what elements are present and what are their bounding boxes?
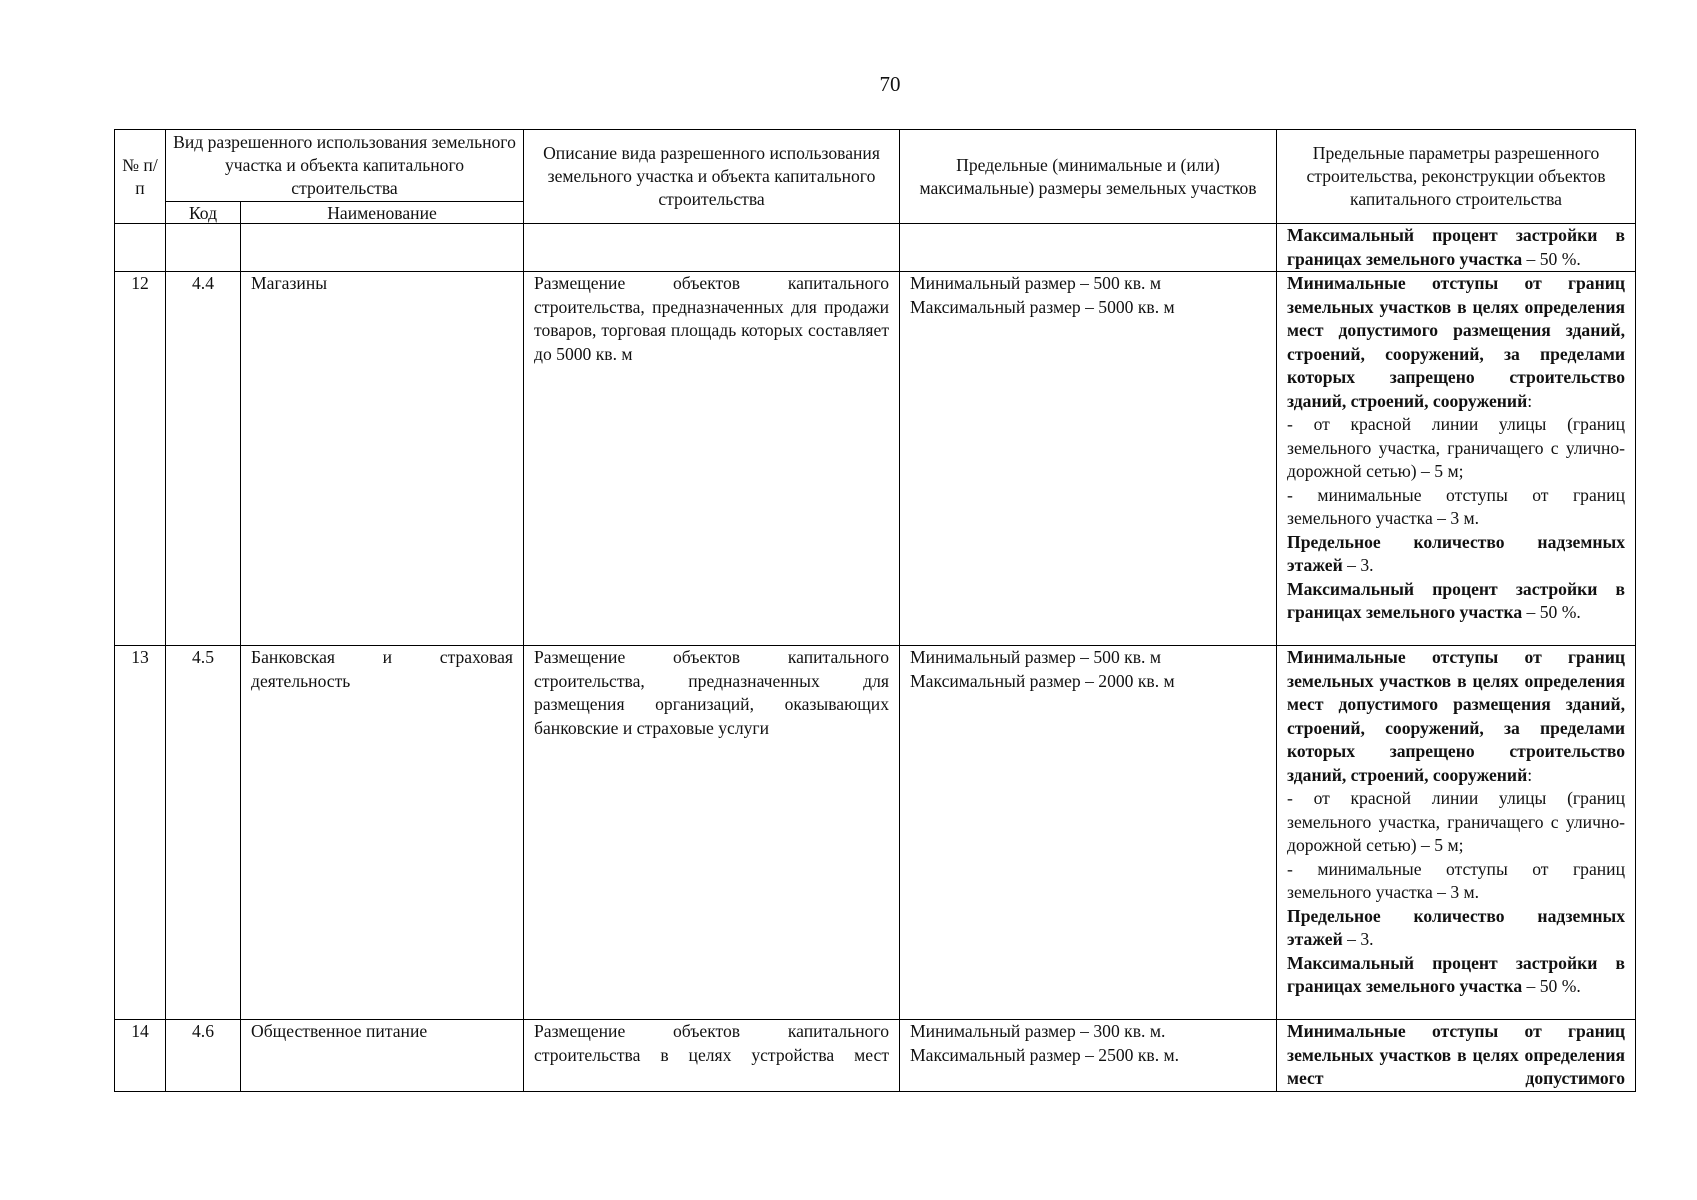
cell-name [241, 224, 524, 272]
param-label: Максимальный процент застройки в границах земельного участка [1287, 225, 1626, 269]
cell-sizes [900, 272, 1277, 646]
param-label: Минимальные отступы от границ земельных участков в целях определения мест допустимого [1287, 1021, 1626, 1088]
min-size: Минимальный размер – 500 кв. м [910, 647, 1161, 667]
max-size: Максимальный размер – 2000 кв. м [910, 670, 1175, 691]
table-row [115, 1020, 1636, 1092]
cell-sizes [900, 224, 1277, 272]
max-size: Максимальный размер – 5000 кв. м [910, 296, 1175, 317]
param-value: – 50 %. [1522, 602, 1581, 622]
param-label: Максимальный процент застройки в границах земельного участка [1287, 578, 1626, 622]
param-max-coverage [1287, 578, 1625, 625]
max-size: Максимальный размер – 2500 кв. м. [910, 1044, 1180, 1065]
cell-sizes [900, 1020, 1277, 1092]
header-row [115, 130, 1636, 202]
param-setbacks [1287, 1020, 1625, 1091]
min-size: Минимальный размер – 300 кв. м. [910, 1021, 1166, 1041]
cell-name: Общественное питание [241, 1020, 524, 1092]
param-label: Максимальный процент застройки в границах земельного участка [1287, 952, 1626, 996]
param-setbacks [1287, 646, 1625, 787]
param-max-coverage [1287, 224, 1625, 271]
param-boundary: - минимальные отступы от границ земельного участка – 3 м. [1287, 484, 1626, 528]
param-max-coverage [1287, 952, 1625, 999]
param-boundary: - минимальные отступы от границ земельного участка – 3 м. [1287, 858, 1626, 902]
param-floors [1287, 905, 1625, 952]
header-description: Описание вида разрешенного использования земельного участка и объекта капитального строительства [524, 130, 900, 224]
param-setbacks [1287, 272, 1625, 413]
table-row-continuation [115, 224, 1636, 272]
header-use-group: Вид разрешенного использования земельного участка и объекта капитального строительства [166, 130, 524, 202]
header-code: Код [166, 202, 241, 224]
param-value: – 3. [1342, 929, 1374, 949]
param-value: – 50 %. [1522, 976, 1581, 996]
table-row [115, 272, 1636, 646]
cell-params [1277, 1020, 1636, 1092]
cell-name: Банковская и страховая деятельность [241, 646, 524, 1020]
param-label: Минимальные отступы от границ земельных участков в целях определения мест допустимого размещения зданий, строений, сооружений, за пределами которых запрещено строительство зданий, строений, сооружений [1287, 647, 1626, 785]
cell-code: 4.6 [166, 1020, 241, 1092]
cell-params [1277, 272, 1636, 646]
param-value: – 3. [1342, 555, 1374, 575]
cell-sizes [900, 646, 1277, 1020]
header-params: Предельные параметры разрешенного строительства, реконструкции объектов капитального строительства [1277, 130, 1636, 224]
param-value: : [1527, 764, 1533, 785]
cell-description: Размещение объектов капитального строительства, предназначенных для продажи товаров, торговая площадь которых составляет до 5000 кв. м [524, 272, 900, 646]
param-red-line: - от красной линии улицы (границ земельного участка, граничащего с улично-дорожной сетью) – 5 м; [1287, 414, 1626, 481]
cell-code: 4.4 [166, 272, 241, 646]
cell-num [115, 224, 166, 272]
param-label: Минимальные отступы от границ земельных участков в целях определения мест допустимого размещения зданий, строений, сооружений, за пределами которых запрещено строительство зданий, строений, сооружений [1287, 273, 1626, 411]
min-size: Минимальный размер – 500 кв. м [910, 273, 1161, 293]
param-value: : [1527, 390, 1533, 411]
cell-code [166, 224, 241, 272]
cell-params [1277, 646, 1636, 1020]
land-use-regulations-table [114, 129, 1636, 1092]
cell-params [1277, 224, 1636, 272]
cell-num: 13 [115, 646, 166, 1020]
cell-description: Размещение объектов капитального строительства в целях устройства мест [524, 1020, 900, 1092]
param-floors [1287, 531, 1625, 578]
cell-code: 4.5 [166, 646, 241, 1020]
cell-num: 14 [115, 1020, 166, 1092]
header-name: Наименование [241, 202, 524, 224]
param-label: Предельное количество надземных этажей [1287, 531, 1626, 575]
param-value: – 50 %. [1522, 248, 1581, 269]
param-label: Предельное количество надземных этажей [1287, 905, 1626, 949]
cell-description: Размещение объектов капитального строительства, предназначенных для размещения организаций, оказывающих банковские и страховые услуги [524, 646, 900, 1020]
cell-description [524, 224, 900, 272]
header-sizes: Предельные (минимальные и (или) максимальные) размеры земельных участков [900, 130, 1277, 224]
cell-num: 12 [115, 272, 166, 646]
table-row [115, 646, 1636, 1020]
param-red-line: - от красной линии улицы (границ земельного участка, граничащего с улично-дорожной сетью) – 5 м; [1287, 788, 1626, 855]
header-num: № п/п [115, 130, 166, 224]
page-number: 70 [879, 72, 901, 96]
cell-name: Магазины [241, 272, 524, 646]
